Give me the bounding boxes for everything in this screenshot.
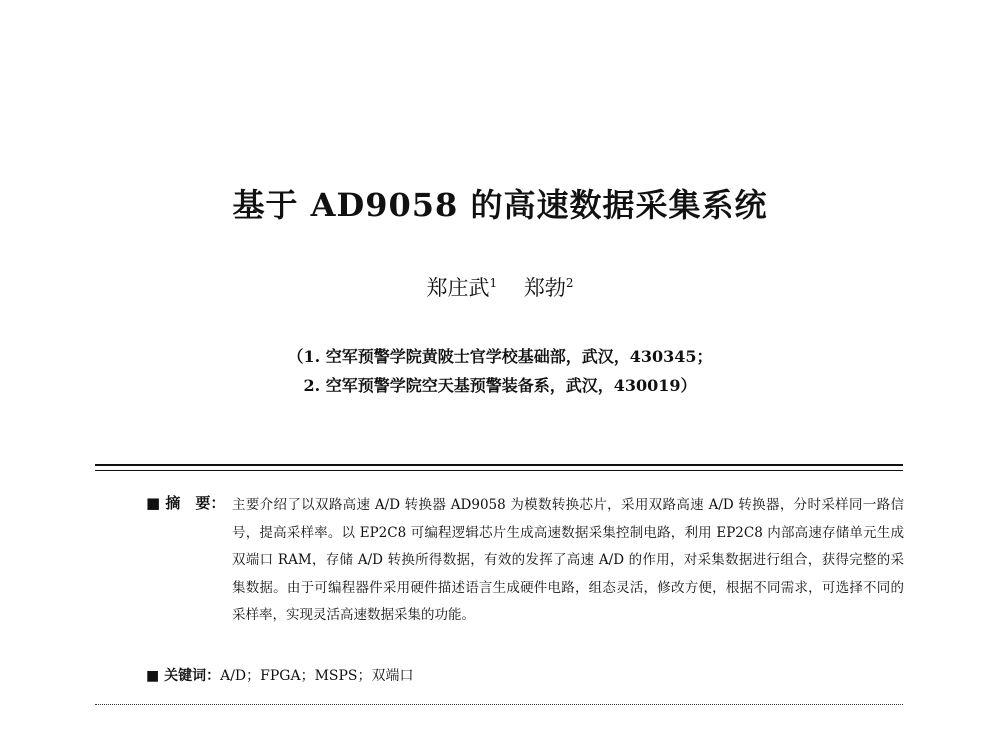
- affiliation-1: （1. 空军预警学院黄陂士官学校基础部，武汉，430345；: [287, 347, 713, 366]
- paper-title: 基于 AD9058 的高速数据采集系统: [232, 186, 768, 224]
- abstract-label: ■ 摘 要：: [146, 494, 226, 512]
- author-2-name: 郑勃: [523, 276, 566, 300]
- affiliation-2: 2. 空军预警学院空天基预警装备系，武汉，430019）: [303, 376, 697, 395]
- author-1: [427, 276, 498, 300]
- author-1-name: 郑庄武: [426, 276, 490, 300]
- keywords-label: ■ 关键词：: [146, 668, 221, 684]
- author-2-mark: 2: [565, 276, 574, 290]
- divider-thick: [95, 464, 903, 466]
- author-1-mark: 1: [489, 276, 498, 290]
- dotted-divider: [95, 704, 903, 705]
- keywords-block: [146, 665, 906, 685]
- divider-thin: [95, 470, 903, 471]
- abstract-block: [146, 492, 906, 630]
- author-line: [0, 272, 1000, 302]
- keywords-text: A/D；FPGA；MSPS；双端口: [220, 668, 414, 684]
- author-2: [524, 276, 574, 300]
- abstract-text: 主要介绍了以双路高速 A/D 转换器 AD9058 为模数转换芯片，采用双路高速 A/D 转换器，分时采样同一路信号，提高采样率。以 EP2C8 可编程逻辑芯片生成高速数据采集控制电路，利用 EP2C8 内部高速存储单元生成双端口 RAM，存储 A/D 转换所得数据，有效的发挥了高速 A/D 的作用，对采集数据进行组合，获得完整的采集数据。由于可编程器件采用硬件描述语言生成硬件电路，组态灵活，修改方便，根据不同需求，可选择不同的采样率，实现灵活高速数据采集的功能。: [232, 497, 904, 623]
